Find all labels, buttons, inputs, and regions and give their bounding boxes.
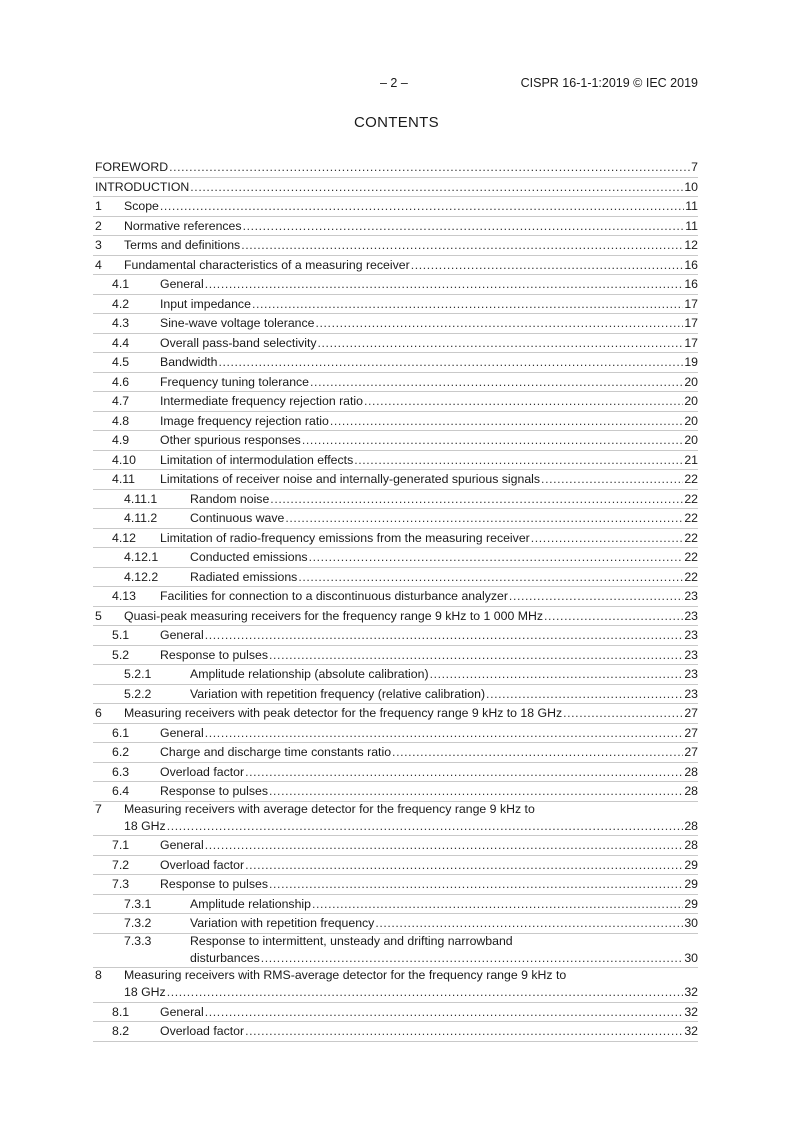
toc-entry-line (112, 646, 698, 666)
toc-entry-line (124, 665, 698, 685)
toc-entry[interactable] (95, 646, 698, 666)
dot-leader (544, 607, 683, 627)
toc-entry-line (124, 568, 698, 588)
dot-leader (316, 314, 684, 334)
toc-entry[interactable] (95, 782, 698, 802)
toc-entry-title: Measuring receivers with RMS-average detector for the frequency range 9 kHz to (124, 968, 567, 982)
toc-entry[interactable] (95, 412, 698, 432)
toc-entry-title: Overload factor (160, 764, 245, 779)
toc-entry-title: Conducted emissions (190, 550, 308, 564)
toc-entry-page: 32 (684, 1024, 698, 1038)
toc-entry-title: FOREWORD (95, 160, 169, 174)
toc-entry-line (112, 334, 698, 354)
toc-entry[interactable] (95, 802, 698, 837)
toc-entry[interactable] (95, 217, 698, 237)
toc-entry[interactable] (95, 568, 698, 588)
toc-entry-line (112, 392, 698, 412)
toc-entry-page: 23 (684, 608, 698, 623)
toc-entry-title: disturbances (190, 950, 260, 965)
toc-entry-title: Response to pulses (160, 647, 269, 662)
toc-entry-line (124, 895, 698, 915)
toc-entry[interactable] (95, 895, 698, 915)
toc-entry-number: 7.3.3 (124, 933, 152, 948)
dot-leader (205, 724, 684, 744)
toc-entry-number: 4.5 (112, 355, 130, 369)
toc-entry-title: Scope (124, 199, 159, 213)
toc-entry-page: 19 (684, 355, 698, 369)
toc-entry-number: 3 (95, 238, 102, 252)
toc-entry-title: 18 GHz (124, 985, 166, 999)
toc-entry-title: Overall pass-band selectivity (160, 335, 317, 350)
dot-leader (509, 587, 683, 607)
toc-entry-line (124, 509, 698, 529)
toc-entry-page: 28 (684, 784, 698, 798)
dot-leader (392, 743, 683, 763)
toc-entry-line (112, 1003, 698, 1023)
toc-entry-page: 32 (684, 985, 698, 999)
toc-entry-line (112, 763, 698, 783)
toc-entry-page: 23 (684, 686, 698, 701)
toc-entry-page: 29 (684, 896, 698, 911)
toc-entry-page: 17 (684, 335, 698, 350)
toc-entry-number: 4.3 (112, 316, 130, 330)
dot-leader (330, 412, 683, 432)
toc-entry-number: 4 (95, 257, 102, 272)
toc-entry-page: 16 (684, 257, 698, 272)
toc-entry-title: Radiated emissions (190, 569, 298, 584)
toc-entry-line (95, 217, 698, 237)
toc-entry[interactable] (95, 373, 698, 393)
toc-entry-first-line (95, 968, 698, 983)
dot-leader (364, 392, 683, 412)
toc-entry[interactable] (95, 1022, 698, 1042)
toc-entry-number: 6.2 (112, 745, 130, 759)
toc-entry-page: 23 (684, 667, 698, 681)
toc-entry-line (112, 587, 698, 607)
dot-leader (261, 949, 684, 969)
toc-entry[interactable] (95, 158, 698, 178)
toc-entry-title: Variation with repetition frequency (190, 916, 375, 930)
toc-entry-title: General (160, 628, 204, 642)
toc-entry[interactable] (95, 256, 698, 276)
toc-entry-page: 23 (684, 589, 698, 603)
toc-entry-line (112, 836, 698, 856)
toc-entry-title: Facilities for connection to a discontinuous disturbance analyzer (160, 589, 508, 603)
document-reference: CISPR 16-1-1:2019 © IEC 2019 (520, 76, 698, 90)
toc-entry-number: 5.1 (112, 628, 130, 642)
toc-entry-page: 29 (684, 857, 698, 872)
dot-leader (302, 431, 684, 451)
toc-entry-number: 8.2 (112, 1024, 130, 1038)
toc-entry-first-line (124, 934, 698, 949)
toc-entry-number: 4.9 (112, 433, 130, 447)
dot-leader (252, 295, 683, 315)
toc-entry[interactable] (95, 587, 698, 607)
dot-leader (167, 817, 684, 837)
toc-entry[interactable] (95, 914, 698, 934)
toc-entry-title: Input impedance (160, 296, 251, 311)
toc-entry-number: 4.2 (112, 296, 130, 311)
toc-entry-title: Limitation of intermodulation effects (160, 452, 354, 467)
toc-entry-line (112, 431, 698, 451)
toc-entry[interactable] (95, 665, 698, 685)
toc-entry[interactable] (95, 470, 698, 490)
toc-entry-page: 20 (684, 413, 698, 428)
dot-leader (205, 1003, 684, 1023)
toc-entry-number: 4.4 (112, 335, 130, 350)
toc-entry[interactable] (95, 392, 698, 412)
toc-entry-title: General (160, 1004, 204, 1019)
toc-entry[interactable] (95, 607, 698, 627)
dot-leader (318, 334, 684, 354)
dot-leader (167, 983, 684, 1003)
toc-entry-page: 20 (684, 433, 698, 447)
toc-entry-line (112, 1022, 698, 1042)
toc-entry[interactable] (95, 314, 698, 334)
toc-entry-number: 4.12.2 (124, 569, 159, 584)
page-number: – 2 – (380, 76, 408, 90)
toc-entry-number: 2 (95, 218, 102, 233)
toc-entry-title: Measuring receivers with average detector for the frequency range 9 kHz to (124, 801, 535, 816)
toc-entry-title: Overload factor (160, 857, 245, 872)
toc-entry-page: 21 (684, 452, 698, 467)
toc-entry[interactable] (95, 724, 698, 744)
dot-leader (563, 704, 683, 724)
dot-leader (298, 568, 683, 588)
toc-entry-number: 4.13 (112, 589, 136, 603)
toc-entry-line (95, 817, 698, 837)
toc-entry-number: 5.2.2 (124, 686, 152, 701)
toc-entry-page: 30 (684, 916, 698, 930)
toc-entry[interactable] (95, 685, 698, 705)
toc-entry-title: Charge and discharge time constants ratio (160, 745, 392, 759)
dot-leader (312, 895, 683, 915)
toc-entry[interactable] (95, 334, 698, 354)
toc-entry-line (95, 197, 698, 217)
toc-entry-number: 6.1 (112, 725, 130, 740)
toc-entry-number: 7.3 (112, 877, 130, 891)
toc-entry[interactable] (95, 968, 698, 1003)
toc-entry-line (112, 875, 698, 895)
dot-leader (205, 836, 684, 856)
dot-leader (245, 763, 683, 783)
toc-entry-number: 4.11.1 (124, 491, 158, 506)
toc-entry-page: 12 (684, 238, 698, 252)
toc-entry-title: Random noise (190, 491, 270, 506)
toc-entry-number: 7.2 (112, 857, 130, 872)
toc-entry[interactable] (95, 490, 698, 510)
toc-entry-number: 6.4 (112, 784, 130, 798)
toc-entry-line (124, 490, 698, 510)
toc-entry[interactable] (95, 431, 698, 451)
toc-entry-number: 4.1 (112, 277, 130, 291)
toc-entry-line (112, 353, 698, 373)
toc-entry-line (124, 548, 698, 568)
toc-entry-line (112, 529, 698, 549)
toc-entry-title: Variation with repetition frequency (relative calibration) (190, 686, 486, 701)
toc-entry-page: 22 (684, 569, 698, 584)
toc-entry-page: 22 (684, 491, 698, 506)
toc-entry-number: 7.3.1 (124, 896, 152, 911)
toc-entry-title: Amplitude relationship (190, 896, 311, 911)
toc-entry-number: 4.6 (112, 374, 130, 389)
toc-entry-title: Quasi-peak measuring receivers for the frequency range 9 kHz to 1 000 MHz (124, 608, 543, 623)
toc-entry-page: 28 (684, 764, 698, 779)
toc-entry-line (112, 856, 698, 876)
dot-leader (243, 217, 685, 237)
dot-leader (411, 256, 684, 276)
toc-entry-page: 27 (684, 725, 698, 740)
toc-entry-title: General (160, 277, 204, 291)
dot-leader (310, 373, 683, 393)
toc-entry-line (112, 743, 698, 763)
toc-entry-page: 29 (684, 877, 698, 891)
toc-entry-title: Image frequency rejection ratio (160, 413, 329, 428)
dot-leader (245, 1022, 683, 1042)
dot-leader (375, 914, 683, 934)
toc-entry-line (95, 158, 698, 178)
toc-entry-title: Amplitude relationship (absolute calibration) (190, 667, 429, 681)
toc-entry[interactable] (95, 704, 698, 724)
toc-entry-title: Continuous wave (190, 511, 285, 525)
dot-leader (205, 275, 684, 295)
toc-entry-page: 22 (684, 472, 698, 486)
toc-entry-title: General (160, 838, 204, 852)
toc-entry-line (95, 178, 698, 198)
dot-leader (309, 548, 684, 568)
toc-entry-number: 1 (95, 199, 102, 213)
toc-entry-line (112, 724, 698, 744)
toc-entry[interactable] (95, 1003, 698, 1023)
toc-entry[interactable] (95, 626, 698, 646)
toc-entry-number: 5 (95, 608, 102, 623)
toc-entry-title: Normative references (124, 218, 242, 233)
toc-entry[interactable] (95, 934, 698, 969)
toc-entry-title: Frequency tuning tolerance (160, 374, 310, 389)
dot-leader (430, 665, 684, 685)
toc-entry-number: 8 (95, 968, 102, 982)
toc-entry-title: Sine-wave voltage tolerance (160, 316, 315, 330)
toc-entry-title: Limitations of receiver noise and internally-generated spurious signals (160, 472, 541, 486)
toc-entry-page: 11 (685, 218, 698, 233)
toc-entry-number: 7 (95, 801, 102, 816)
toc-entry-page: 17 (684, 296, 698, 311)
dot-leader (486, 685, 683, 705)
toc-entry[interactable] (95, 836, 698, 856)
toc-entry-line (112, 275, 698, 295)
dot-leader (285, 509, 683, 529)
toc-entry-number: 4.7 (112, 394, 130, 408)
toc-entry[interactable] (95, 763, 698, 783)
toc-entry-title: INTRODUCTION (95, 179, 190, 194)
dot-leader (245, 856, 683, 876)
toc-entry-page: 20 (684, 394, 698, 408)
toc-entry-page: 22 (684, 530, 698, 545)
toc-entry-title: Bandwidth (160, 355, 218, 369)
toc-entry-page: 11 (685, 199, 698, 213)
toc-entry[interactable] (95, 856, 698, 876)
toc-entry-line (112, 314, 698, 334)
toc-entry-page: 28 (684, 838, 698, 852)
toc-entry-line (112, 412, 698, 432)
toc-entry-line (112, 295, 698, 315)
dot-leader (270, 490, 683, 510)
dot-leader (160, 197, 684, 217)
toc-entry[interactable] (95, 236, 698, 256)
toc-entry-page: 17 (684, 316, 698, 330)
toc-entry-number: 4.11.2 (124, 511, 158, 525)
toc-entry-title: Fundamental characteristics of a measuring receiver (124, 257, 410, 272)
toc-entry[interactable] (95, 451, 698, 471)
toc-entry-number: 5.2 (112, 647, 130, 662)
toc-entry-line (112, 470, 698, 490)
toc-entry-title: Intermediate frequency rejection ratio (160, 394, 364, 408)
toc-entry-title: Response to pulses (160, 784, 269, 798)
dot-leader (241, 236, 683, 256)
toc-entry-page: 23 (684, 628, 698, 642)
toc-entry-page: 27 (684, 706, 698, 720)
toc-entry-title: Limitation of radio-frequency emissions from the measuring receiver (160, 530, 530, 545)
page-header (0, 76, 793, 92)
toc-entry-page: 22 (684, 511, 698, 525)
toc-entry[interactable] (95, 353, 698, 373)
toc-entry[interactable] (95, 548, 698, 568)
dot-leader (169, 158, 690, 178)
toc-entry[interactable] (95, 743, 698, 763)
toc-entry-page: 27 (684, 745, 698, 759)
toc-entry[interactable] (95, 509, 698, 529)
toc-entry-page: 22 (684, 550, 698, 564)
toc-entry-line (95, 607, 698, 627)
toc-entry-page: 28 (684, 818, 698, 833)
toc-entry-title: 18 GHz (124, 818, 166, 833)
toc-entry-title: Other spurious responses (160, 433, 301, 447)
dot-leader (269, 782, 683, 802)
toc-entry-page: 10 (684, 179, 698, 194)
toc-entry-title: Response to pulses (160, 877, 269, 891)
toc-entry[interactable] (95, 178, 698, 198)
dot-leader (190, 178, 683, 198)
toc-entry-page: 7 (691, 160, 698, 174)
dot-leader (269, 646, 683, 666)
toc-entry-number: 6 (95, 706, 102, 720)
toc-entry-line (95, 256, 698, 276)
toc-entry-line (95, 704, 698, 724)
toc-entry-number: 4.12.1 (124, 550, 159, 564)
toc-entry-page: 23 (684, 647, 698, 662)
toc-entry-page: 20 (684, 374, 698, 389)
toc-entry-number: 6.3 (112, 764, 130, 779)
page-title: CONTENTS (354, 114, 439, 131)
toc-entry-number: 5.2.1 (124, 667, 152, 681)
toc-entry-line (112, 451, 698, 471)
toc-entry[interactable] (95, 529, 698, 549)
toc-entry-number: 7.3.2 (124, 916, 152, 930)
toc-entry[interactable] (95, 275, 698, 295)
toc-entry-title: Response to intermittent, unsteady and drifting narrowband (190, 933, 513, 948)
toc-entry-page: 30 (684, 950, 698, 965)
toc-entry-line (112, 626, 698, 646)
toc-entry-title: Terms and definitions (124, 238, 241, 252)
toc-entry-number: 4.8 (112, 413, 130, 428)
toc-entry[interactable] (95, 875, 698, 895)
toc-entry-number: 4.10 (112, 452, 136, 467)
toc-entry-line (95, 983, 698, 1003)
dot-leader (541, 470, 683, 490)
toc-entry[interactable] (95, 295, 698, 315)
toc-entry-title: General (160, 725, 204, 740)
toc-entry-line (124, 685, 698, 705)
toc-entry-title: Overload factor (160, 1024, 245, 1038)
toc-entry-title: Measuring receivers with peak detector for the frequency range 9 kHz to 18 GHz (124, 706, 563, 720)
toc-entry-line (124, 914, 698, 934)
toc-entry-page: 16 (684, 277, 698, 291)
toc-entry[interactable] (95, 197, 698, 217)
toc-entry-number: 8.1 (112, 1004, 130, 1019)
dot-leader (218, 353, 683, 373)
dot-leader (354, 451, 683, 471)
toc-entry-line (124, 949, 698, 969)
toc-entry-first-line (95, 802, 698, 817)
dot-leader (269, 875, 683, 895)
toc-entry-number: 4.11 (112, 472, 136, 486)
toc-entry-line (112, 782, 698, 802)
row-divider (93, 1041, 698, 1042)
toc-entry-line (112, 373, 698, 393)
dot-leader (531, 529, 684, 549)
toc-entry-line (95, 236, 698, 256)
toc-entry-page: 32 (684, 1004, 698, 1019)
table-of-contents (95, 158, 698, 1042)
toc-entry-number: 4.12 (112, 530, 136, 545)
toc-entry-number: 7.1 (112, 838, 130, 852)
dot-leader (205, 626, 684, 646)
